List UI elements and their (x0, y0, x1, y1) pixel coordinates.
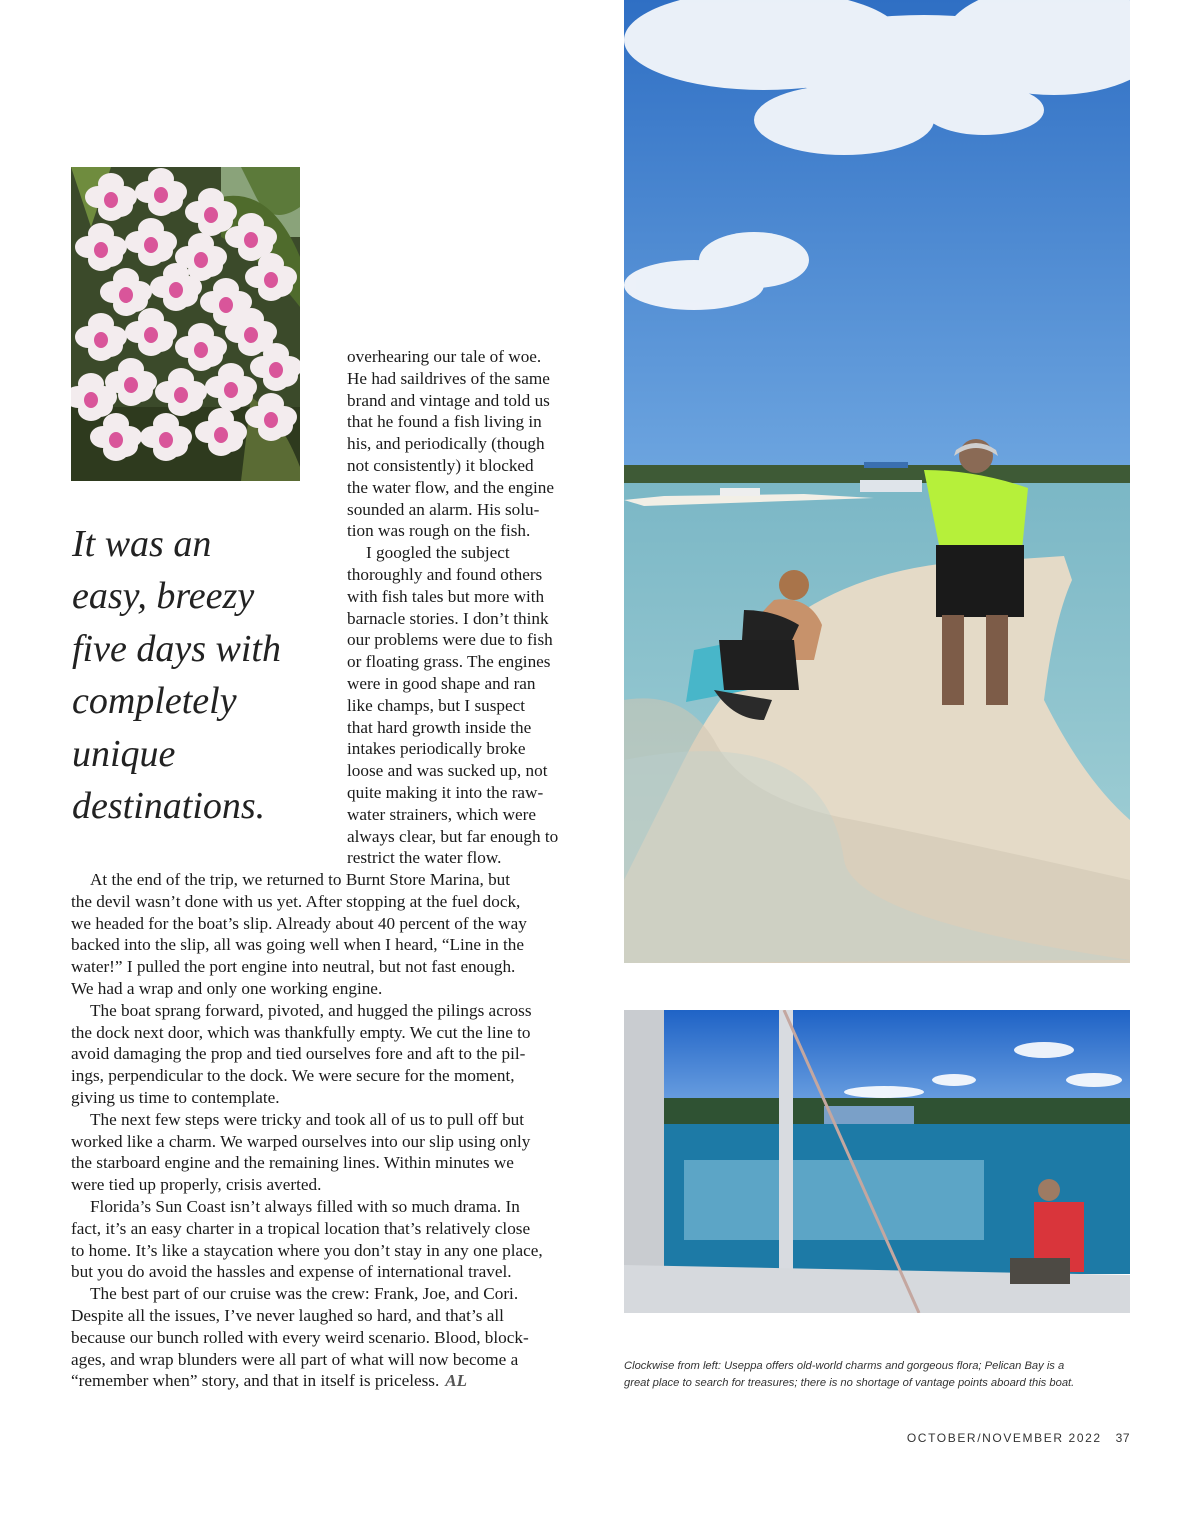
text-line: thoroughly and found others (347, 564, 543, 584)
text-line: sounded an alarm. His solu- (347, 499, 540, 519)
text-line: backed into the slip, all was going well when I heard, “Line in the (71, 935, 524, 955)
text-line: fact, it’s an easy charter in a tropical location that’s relatively close (71, 1218, 531, 1238)
text-line: quite making it into the raw- (347, 782, 544, 802)
end-mark-logo: AL (445, 1371, 468, 1391)
text-line: with fish tales but more with (347, 586, 545, 606)
text-line: worked like a charm. We warped ourselves into our slip using only (71, 1131, 531, 1151)
pull-quote-line: unique (72, 732, 176, 775)
text-line: Florida’s Sun Coast isn’t always filled with so much drama. In (90, 1196, 520, 1216)
text-line: the starboard engine and the remaining lines. Within minutes we (71, 1153, 514, 1173)
text-line: always clear, but far enough to (347, 826, 559, 846)
text-line: but you do avoid the hassles and expense of international travel. (71, 1262, 512, 1282)
text-line: brand and vintage and told us (347, 390, 550, 410)
text-line: his, and periodically (though (347, 434, 545, 454)
page-footer (907, 1431, 1130, 1445)
caption-line: Clockwise from left: Useppa offers old-world charms and gorgeous flora; Pelican Bay is a (624, 1360, 1065, 1372)
text-line: “remember when” story, and that in itself is priceless. AL (71, 1371, 468, 1391)
text-line: to home. It’s like a staycation where you don’t stay in any one place, (71, 1240, 543, 1260)
text-line: that hard growth inside the (347, 717, 532, 737)
text-line: overhearing our tale of woe. (347, 347, 542, 366)
text-line: that he found a fish living in (347, 412, 542, 432)
text-line: because our bunch rolled with every weird scenario. Blood, block- (71, 1327, 529, 1347)
text-line: we headed for the boat’s slip. Already about 40 percent of the way (71, 913, 527, 933)
text-line: The boat sprang forward, pivoted, and hugged the pilings across (90, 1000, 532, 1020)
pull-quote-line: destinations. (72, 785, 266, 828)
pull-quote-line: completely (72, 680, 237, 723)
orchid-photo (71, 167, 300, 481)
text-line: The next few steps were tricky and took all of us to pull off but (90, 1109, 525, 1129)
text-line: barnacle stories. I don’t think (347, 608, 549, 628)
text-line: ages, and wrap blunders were all part of what will now become a (71, 1349, 519, 1369)
text-line: were in good shape and ran (347, 673, 536, 693)
sandbar-photo (624, 0, 1130, 963)
caption-line: great place to search for treasures; there is no shortage of vantage points aboard this boat. (624, 1376, 1075, 1389)
pull-quote-line: easy, breezy (72, 575, 255, 618)
issue-date: OCTOBER/NOVEMBER 2022 (906, 1431, 1102, 1445)
photo-caption (624, 1358, 1144, 1391)
text-line: were tied up properly, crisis averted. (71, 1175, 322, 1195)
text-line: not consistently) it blocked (347, 455, 534, 475)
text-line: ings, perpendicular to the dock. We were secure for the moment, (71, 1066, 515, 1086)
text-line: our problems were due to fish (347, 630, 553, 650)
text-line: loose and was sucked up, not (347, 761, 548, 781)
text-line: He had saildrives of the same (347, 368, 550, 388)
text-line: avoid damaging the prop and tied ourselves fore and aft to the pil- (71, 1044, 526, 1064)
text-line: intakes periodically broke (347, 739, 526, 759)
pull-quote-line: It was an (72, 523, 212, 565)
text-line: At the end of the trip, we returned to Burnt Store Marina, but (90, 870, 511, 889)
text-line: the dock next door, which was thankfully empty. We cut the line to (71, 1022, 531, 1042)
text-line: water!” I pulled the port engine into neutral, but not fast enough. (71, 957, 516, 977)
text-line: Despite all the issues, I’ve never laughed so hard, and that’s all (71, 1305, 504, 1325)
text-line: We had a wrap and only one working engine. (71, 978, 383, 998)
text-line: like champs, but I suspect (347, 695, 526, 715)
boat-deck-photo (624, 1010, 1130, 1313)
text-line: the water flow, and the engine (347, 477, 554, 497)
text-line: I googled the subject (366, 543, 510, 563)
text-line: giving us time to contemplate. (71, 1087, 280, 1107)
text-line: tion was rough on the fish. (347, 521, 531, 541)
text-line: The best part of our cruise was the crew: Frank, Joe, and Cori. (90, 1284, 519, 1304)
pull-quote-line: five days with (72, 627, 281, 670)
article-column-wide (71, 869, 591, 1392)
pull-quote (72, 518, 332, 832)
page-number: 37 (1115, 1431, 1130, 1445)
article-column-narrow (347, 346, 587, 869)
text-line: water strainers, which were (347, 804, 536, 824)
text-line: restrict the water flow. (347, 848, 502, 868)
text-line: the devil wasn’t done with us yet. After stopping at the fuel dock, (71, 891, 521, 911)
text-line: or floating grass. The engines (347, 652, 551, 672)
